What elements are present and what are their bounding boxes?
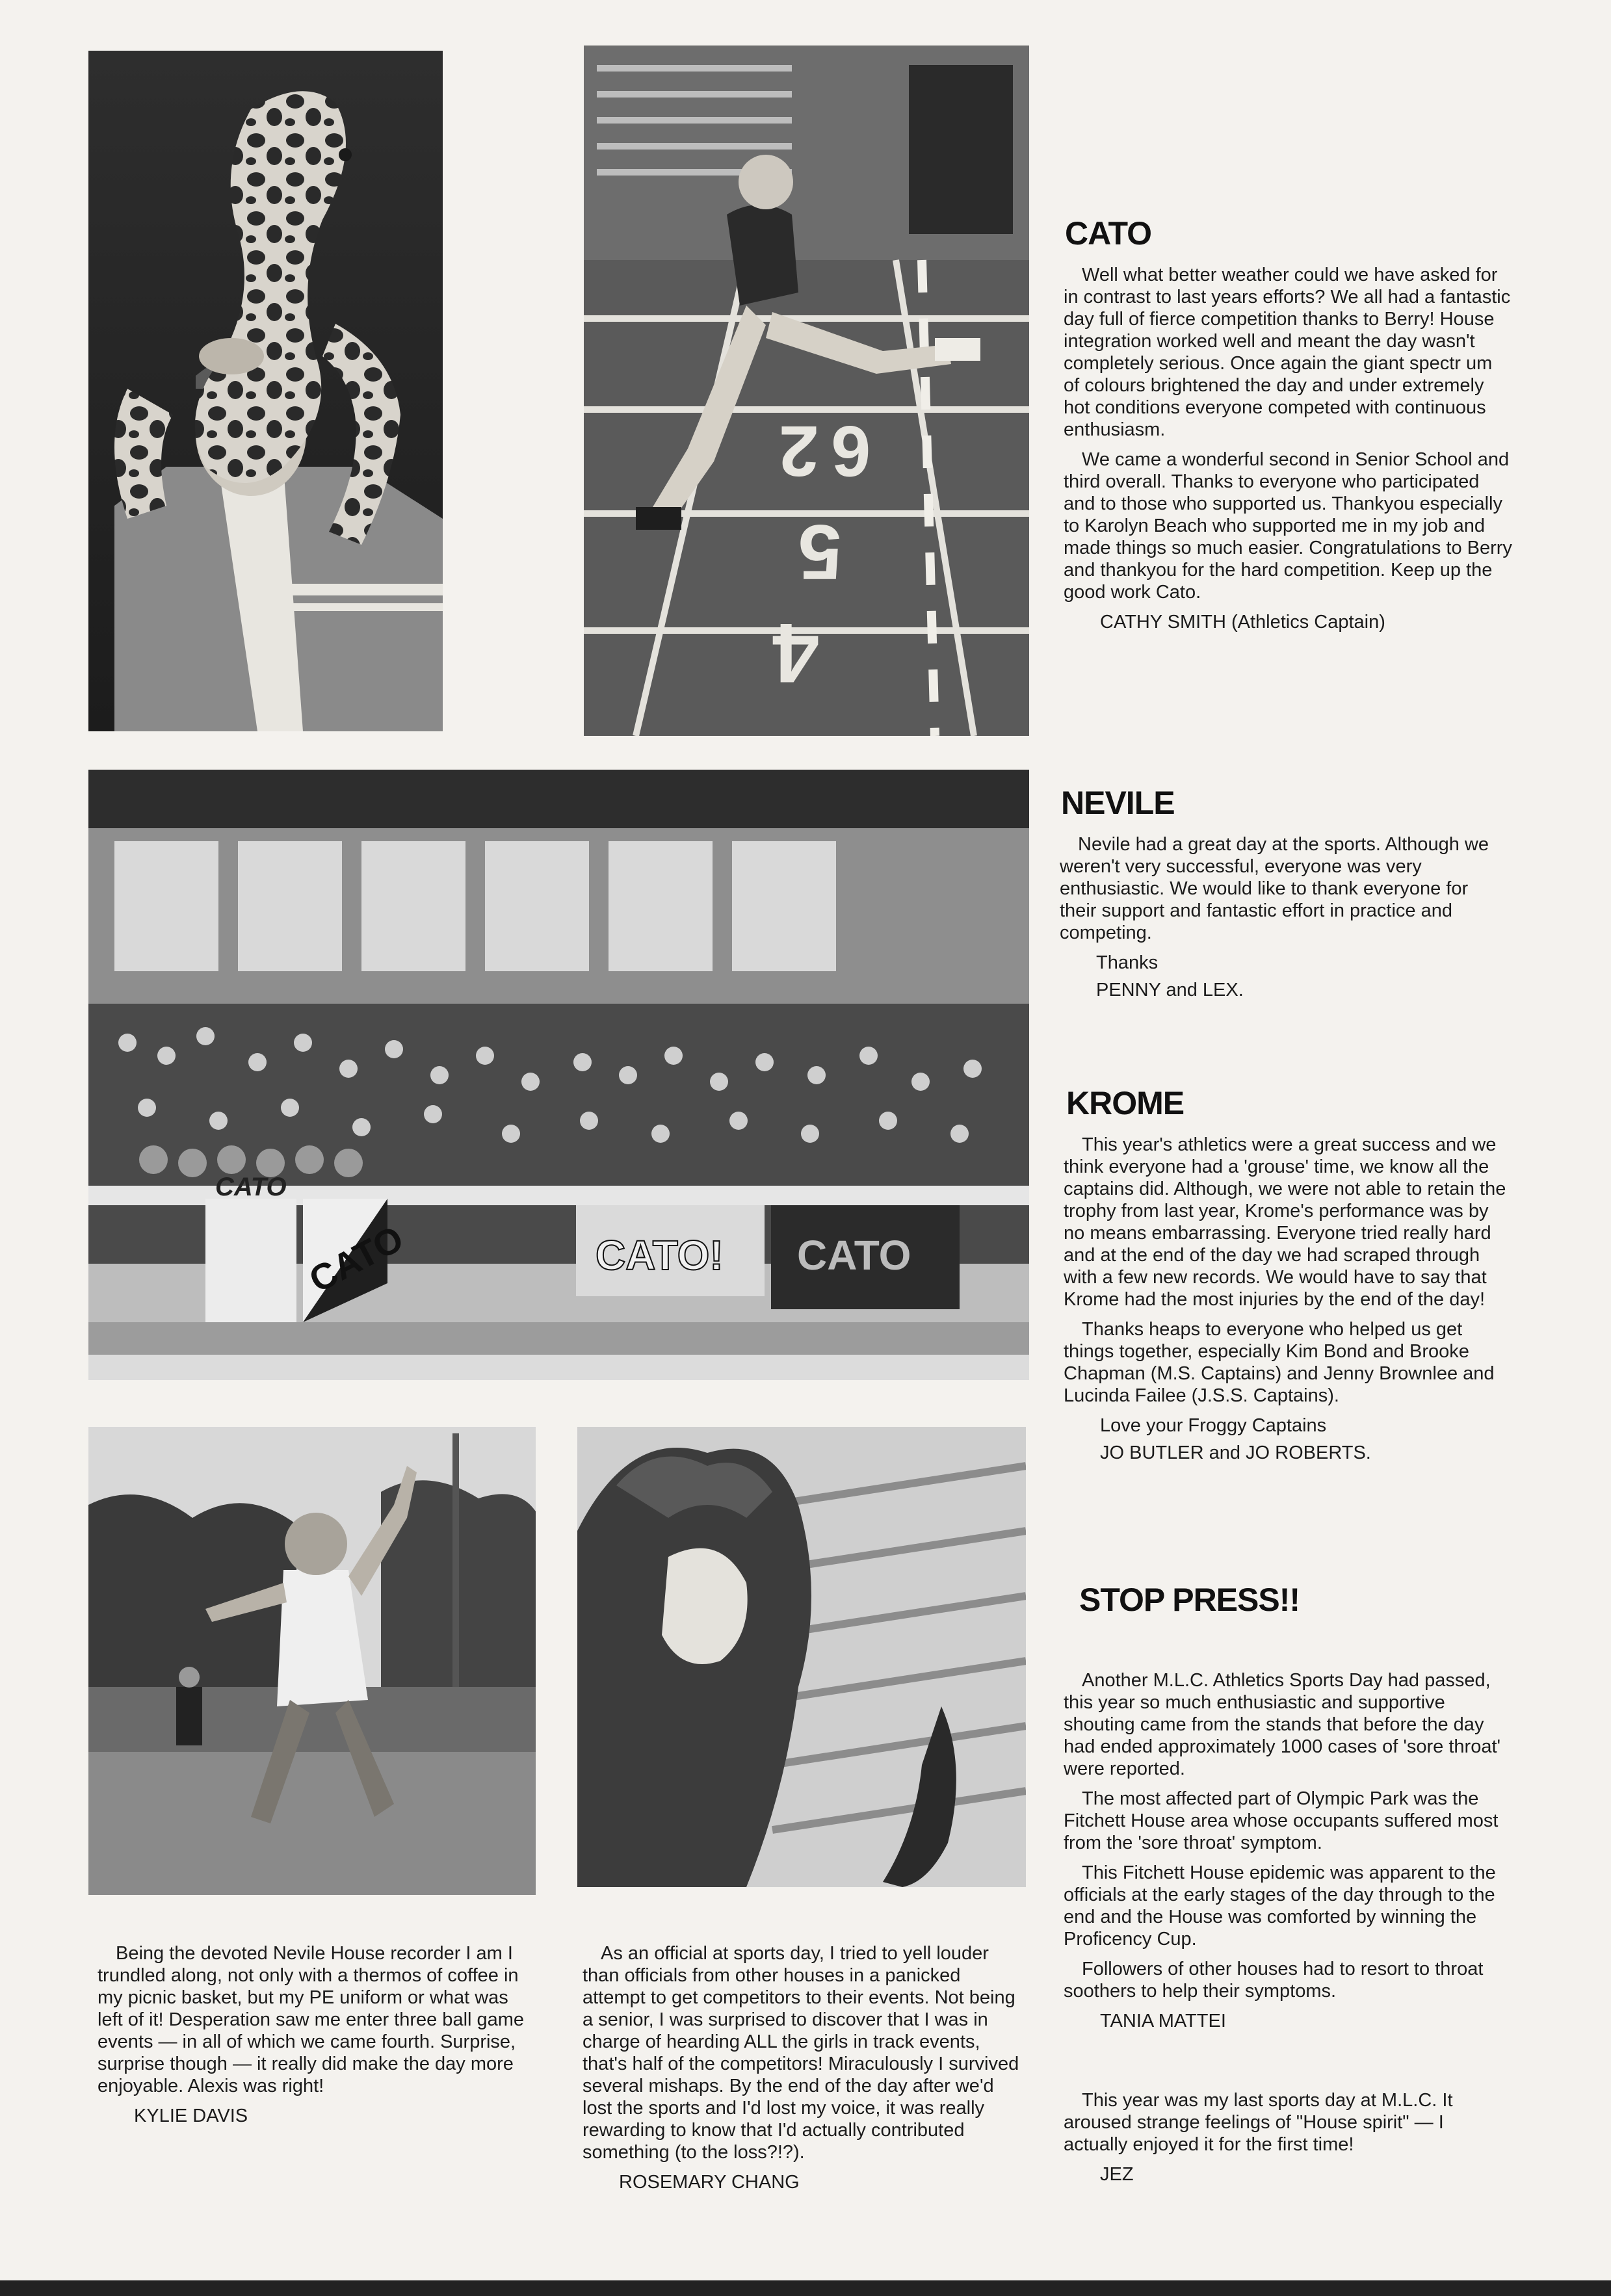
lane-number-2: 2 xyxy=(779,411,819,491)
mascot-photo xyxy=(577,1427,1026,1887)
krome-signature: JO BUTLER and JO ROBERTS. xyxy=(1100,1442,1371,1463)
kylie-signature: KYLIE DAVIS xyxy=(134,2106,248,2126)
krome-heading: KROME xyxy=(1066,1085,1185,1121)
cato-heading: CATO xyxy=(1065,215,1152,252)
kylie-text xyxy=(98,1942,527,2127)
giraffe-mascot-photo xyxy=(88,51,443,731)
lane-number-5: 5 xyxy=(798,508,842,595)
jez-text xyxy=(1064,2089,1512,2185)
lane-number-4: 4 xyxy=(772,606,820,701)
stop-press-heading: STOP PRESS!! xyxy=(1079,1582,1300,1618)
stop-press-paragraph-1: Another M.L.C. Athletics Sports Day had passed, this year so much enthusiastic and supportive shouting came from the stands that before the day had ended approximately 1000 cases of 'sore throat' were reported. xyxy=(1064,1670,1501,1779)
cato-paragraph-1: Well what better weather could we have asked for in contrast to last years efforts? We all had a fantastic day full of fierce competition thanks to Berry! House integration worked well and meant the day wasn't completely serious. Once again the giant spectr um of colours brightened the day and under extremely hot conditions everyone competed with continuous enthusiasm. xyxy=(1064,265,1511,440)
scan-edge-bar xyxy=(0,2280,1611,2296)
rosemary-text xyxy=(583,1942,1025,2193)
lane-number-6: 6 xyxy=(831,411,871,491)
runner-photo xyxy=(88,1427,536,1895)
finish-line-photo xyxy=(584,46,1029,736)
cato-paragraph-2: We came a wonderful second in Senior School and third overall. Thanks to everyone who participated and to those who supported us. Thankyou especially to Karolyn Beach who supported me in my job and made things so much easier. Congratulations to Berry and thankyou for the hard competition. Keep up the good work Cato. xyxy=(1064,449,1512,603)
cato-banner-3: CATO! xyxy=(596,1232,724,1279)
kylie-paragraph-1: Being the devoted Nevile House recorder I am I trundled along, not only with a thermos of coffee in my picnic basket, but my PE uniform or what was left of it! Desperation saw me enter three ball game events — in all of which we came fourth. Surprise, surprise though — it really did make the day more enjoyable. Alexis was right! xyxy=(98,1943,525,2096)
nevile-text xyxy=(1060,833,1508,1001)
jez-signature: JEZ xyxy=(1100,2164,1134,2185)
grandstand-photo xyxy=(88,770,1029,1380)
krome-closing: Love your Froggy Captains xyxy=(1100,1415,1327,1436)
stop-press-paragraph-3: This Fitchett House epidemic was apparent to the officials at the early stages of the day through to the end and the House was comforted by winning the Proficency Cup. xyxy=(1064,1862,1496,1950)
stop-press-text xyxy=(1064,1669,1512,2032)
stop-press-paragraph-2: The most affected part of Olympic Park was the Fitchett House area whose occupants suffered most from the 'sore throat' symptom. xyxy=(1064,1788,1499,1853)
jez-paragraph-1: This year was my last sports day at M.L.C. It aroused strange feelings of "House spirit" — I actually enjoyed it for the first time! xyxy=(1064,2090,1453,2155)
cato-banner-4: CATO xyxy=(797,1232,911,1279)
nevile-heading: NEVILE xyxy=(1061,785,1175,821)
nevile-signature: PENNY and LEX. xyxy=(1096,980,1244,1000)
stop-press-paragraph-4: Followers of other houses had to resort to throat soothers to help their symptoms. xyxy=(1064,1959,1484,2002)
krome-paragraph-1: This year's athletics were a great success and we think everyone had a 'grouse' time, we know all the captains did. Although, we were not able to retain the trophy from last year, Krome's performance was by no means embarrassing. Everyone tried really hard and at the end of the day we had scraped through with a few new records. We would have to say that Krome had the most injuries by the end of the day! xyxy=(1064,1134,1506,1310)
cato-signature: CATHY SMITH (Athletics Captain) xyxy=(1100,612,1385,633)
rosemary-paragraph-1: As an official at sports day, I tried to yell louder than officials from other houses in a panicked attempt to get competitors to their events. Not being a senior, I was surprised to discover that I was in charge of hearding ALL the girls in track events, that's half of the competitors! Miraculously I survived several mishaps. By the end of the day after we'd lost the sports and I'd lost my voice, it was really rewarding to know that I'd actually contributed something (to the loss?!?). xyxy=(583,1943,1019,2163)
krome-paragraph-2: Thanks heaps to everyone who helped us get things together, especially Kim Bond and Brooke Chapman (M.S. Captains) and Jenny Brownlee and Lucinda Failee (J.S.S. Captains). xyxy=(1064,1319,1495,1406)
cato-text xyxy=(1064,264,1512,633)
cato-banner-2: CATO xyxy=(302,1217,410,1301)
krome-text xyxy=(1064,1134,1512,1464)
nevile-paragraph-1: Nevile had a great day at the sports. Although we weren't very successful, everyone was very enthusiastic. We would like to thank everyone for their support and fantastic effort in practice and competing. xyxy=(1060,834,1489,943)
stop-press-signature: TANIA MATTEI xyxy=(1100,2011,1226,2031)
cato-banner-1: CATO xyxy=(215,1173,287,1201)
nevile-thanks: Thanks xyxy=(1096,952,1159,973)
rosemary-signature: ROSEMARY CHANG xyxy=(619,2172,800,2193)
